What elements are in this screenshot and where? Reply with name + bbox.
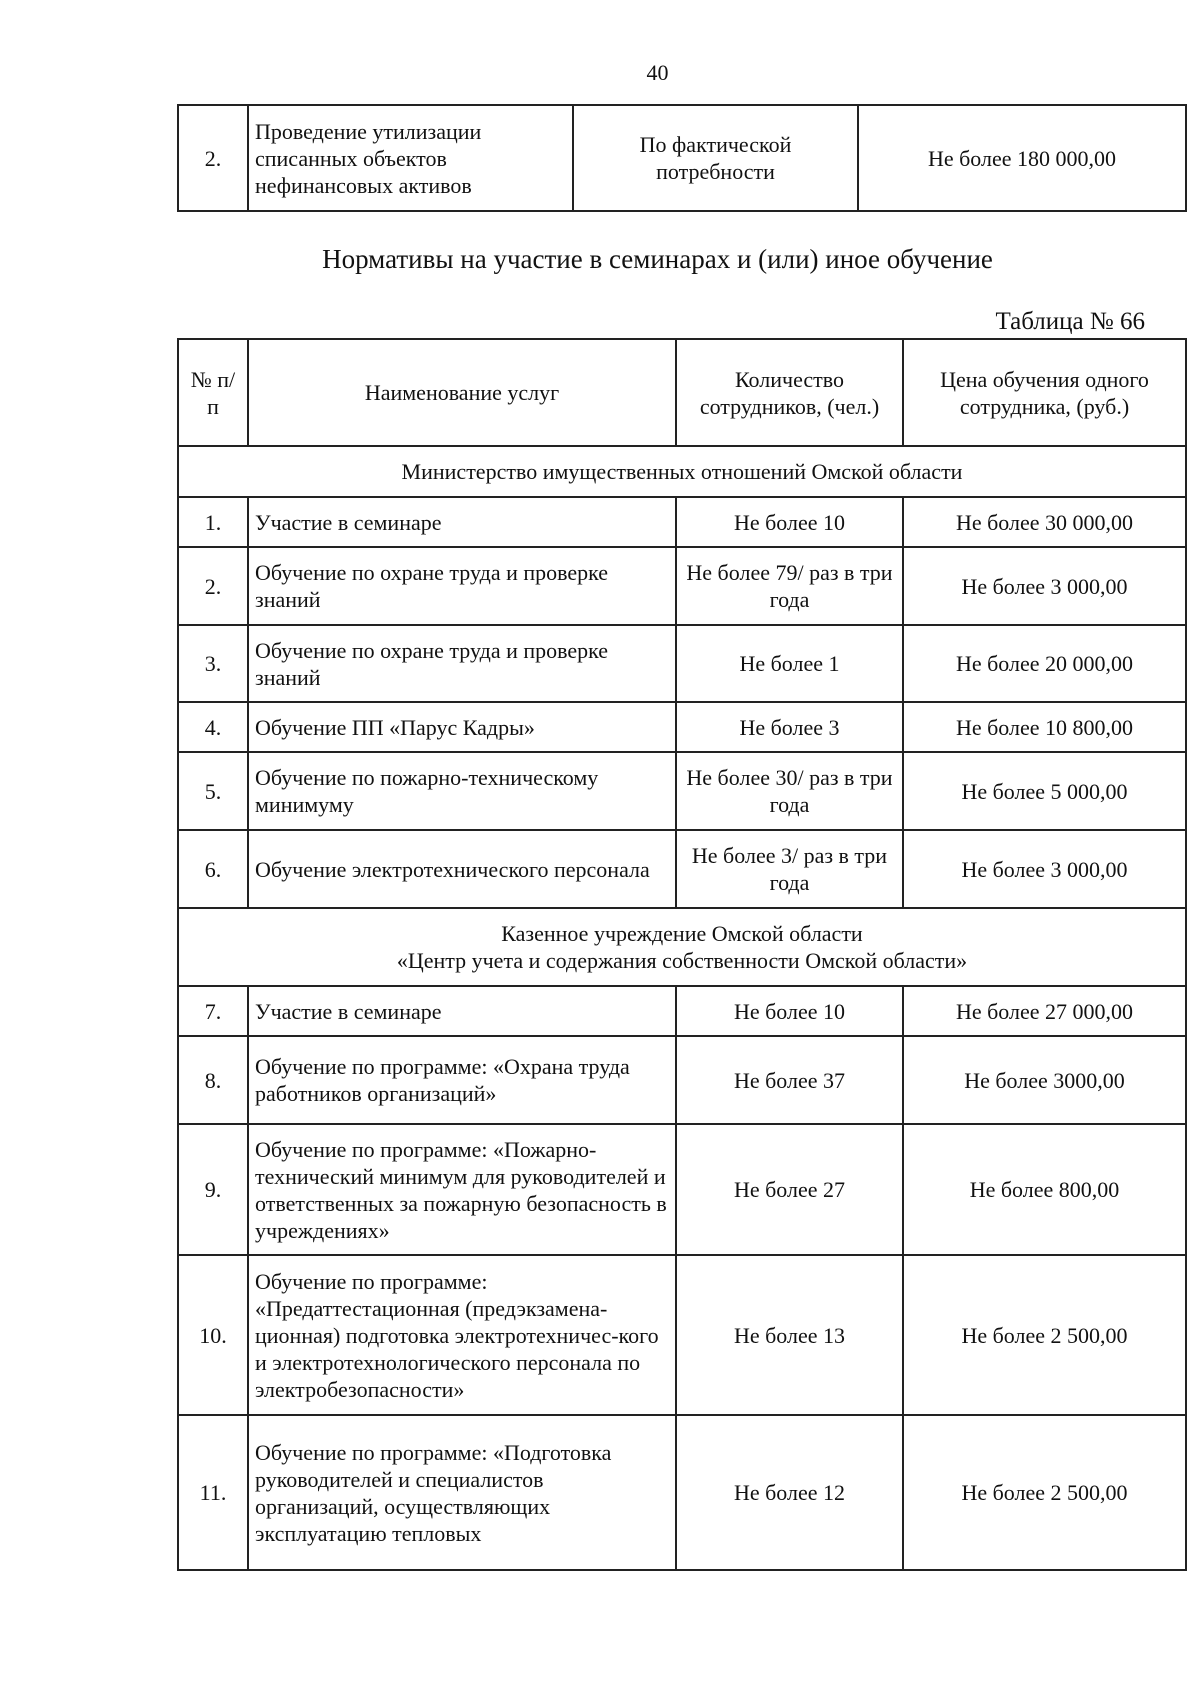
quantity: Не более 12 [676, 1415, 903, 1570]
header-quantity: Количество сотрудников, (чел.) [676, 339, 903, 446]
row-number: 9. [178, 1124, 248, 1255]
row-number: 4. [178, 702, 248, 752]
table-row [178, 986, 1186, 1036]
group-title-line-2: «Центр учета и содержания собственности Омской области» [396, 948, 968, 973]
price: Не более 3 000,00 [903, 830, 1186, 908]
service-name: Обучение по программе: «Предаттестационная (предэкзамена-ционная) подготовка электротехничес-кого и электротехнологического персонала по электробезопасности» [248, 1255, 676, 1415]
price: Не более 800,00 [903, 1124, 1186, 1255]
price: Не более 2 500,00 [903, 1415, 1186, 1570]
row-number: 7. [178, 986, 248, 1036]
row-number: 11. [178, 1415, 248, 1570]
row-number: 1. [178, 497, 248, 547]
table-row [178, 702, 1186, 752]
service-name: Обучение ПП «Парус Кадры» [248, 702, 676, 752]
section-title: Нормативы на участие в семинарах и (или) иное обучение [322, 244, 993, 274]
row-number: 8. [178, 1036, 248, 1124]
service-name: Участие в семинаре [248, 497, 676, 547]
row-number: 3. [178, 625, 248, 702]
row-number: 6. [178, 830, 248, 908]
table-row [178, 497, 1186, 547]
table-row [178, 752, 1186, 830]
row-number: 2. [178, 105, 248, 211]
quantity: Не более 10 [676, 986, 903, 1036]
table-row [178, 1255, 1186, 1415]
price: Не более 27 000,00 [903, 986, 1186, 1036]
top-table [177, 104, 1187, 212]
quantity: Не более 10 [676, 497, 903, 547]
group-title-line: Министерство имущественных отношений Омской области [401, 459, 963, 484]
group-title [178, 446, 1186, 497]
group-header-row [178, 908, 1186, 986]
header-number: № п/п [178, 339, 248, 446]
price: Не более 20 000,00 [903, 625, 1186, 702]
quantity: Не более 3/ раз в три года [676, 830, 903, 908]
table-row [178, 1124, 1186, 1255]
row-number: 5. [178, 752, 248, 830]
service-name: Проведение утилизации списанных объектов нефинансовых активов [248, 105, 573, 211]
service-name: Обучение электротехнического персонала [248, 830, 676, 908]
table-row [178, 1036, 1186, 1124]
service-name: Обучение по программе: «Пожарно-технический минимум для руководителей и ответственных за пожарную безопасность в учреждениях» [248, 1124, 676, 1255]
price: Не более 5 000,00 [903, 752, 1186, 830]
quantity: Не более 27 [676, 1124, 903, 1255]
table-row [178, 547, 1186, 625]
price: Не более 3 000,00 [903, 547, 1186, 625]
price: Не более 30 000,00 [903, 497, 1186, 547]
service-name: Обучение по программе: «Подготовка руководителей и специалистов организаций, осуществляющих эксплуатацию тепловых [248, 1415, 676, 1570]
price: Не более 180 000,00 [858, 105, 1186, 211]
quantity: Не более 37 [676, 1036, 903, 1124]
price: Не более 3000,00 [903, 1036, 1186, 1124]
quantity: Не более 3 [676, 702, 903, 752]
table-label: Таблица № 66 [995, 308, 1145, 335]
row-number: 10. [178, 1255, 248, 1415]
table-row [178, 830, 1186, 908]
quantity: Не более 79/ раз в три года [676, 547, 903, 625]
quantity: Не более 30/ раз в три года [676, 752, 903, 830]
table-row [178, 625, 1186, 702]
row-number: 2. [178, 547, 248, 625]
price: Не более 2 500,00 [903, 1255, 1186, 1415]
service-name: Обучение по охране труда и проверке знаний [248, 625, 676, 702]
service-name: Обучение по пожарно-техническому минимуму [248, 752, 676, 830]
group-title [178, 908, 1186, 986]
main-table [177, 338, 1187, 1571]
table-row [178, 1415, 1186, 1570]
group-title-line: Казенное учреждение Омской области [501, 921, 863, 946]
group-header-row [178, 446, 1186, 497]
page-number: 40 [646, 60, 669, 85]
service-name: Участие в семинаре [248, 986, 676, 1036]
header-price: Цена обучения одного сотрудника, (руб.) [903, 339, 1186, 446]
quantity: По фактической потребности [573, 105, 858, 211]
price: Не более 10 800,00 [903, 702, 1186, 752]
header-service: Наименование услуг [248, 339, 676, 446]
table-row [178, 105, 1186, 211]
quantity: Не более 13 [676, 1255, 903, 1415]
service-name: Обучение по программе: «Охрана труда работников организаций» [248, 1036, 676, 1124]
service-name: Обучение по охране труда и проверке знаний [248, 547, 676, 625]
quantity: Не более 1 [676, 625, 903, 702]
table-header-row [178, 339, 1186, 446]
